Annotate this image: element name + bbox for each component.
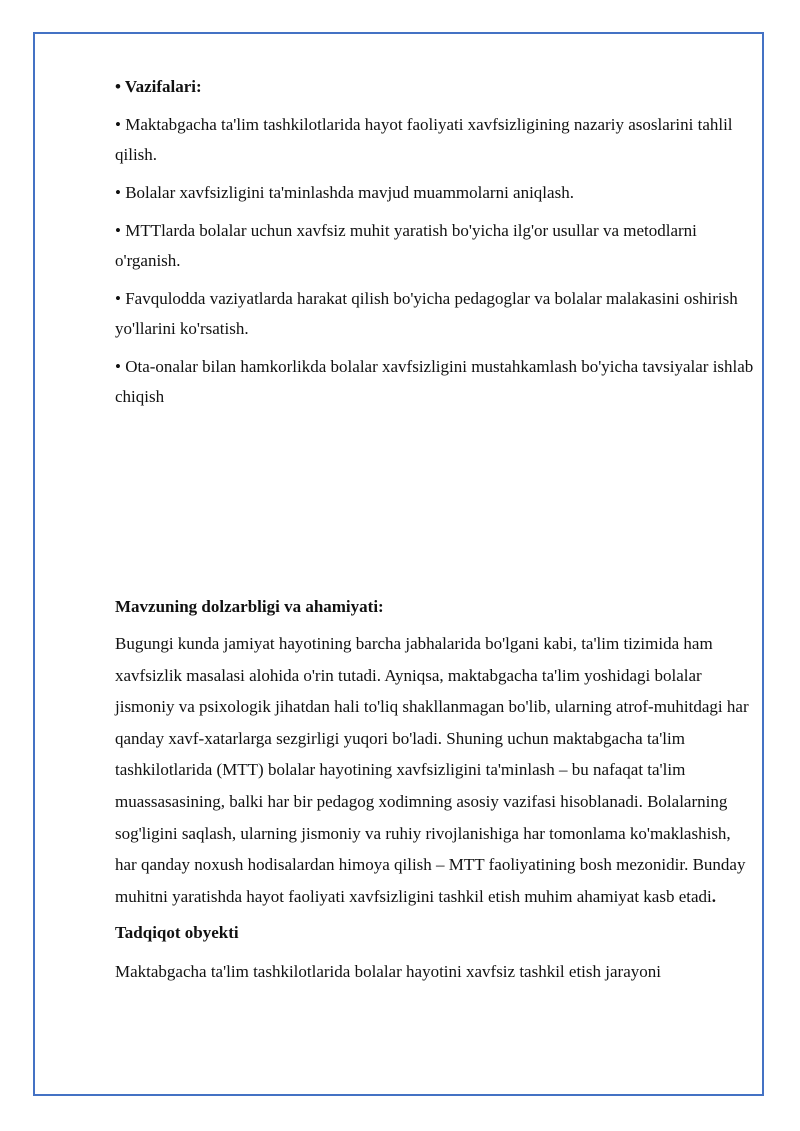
task-item-4: • Favqulodda vaziyatlarda harakat qilish bo'yicha pedagoglar va bolalar malakasini oshirish yo'llarini ko'rsatish. — [115, 289, 738, 338]
relevance-heading: Mavzuning dolzarbligi va ahamiyati: — [115, 597, 384, 616]
relevance-body — [115, 628, 755, 912]
research-object-heading: Tadqiqot obyekti — [115, 923, 239, 943]
task-item-5: • Ota-onalar bilan hamkorlikda bolalar xavfsizligini mustahkamlash bo'yicha tavsiyalar ishlab chiqish — [115, 357, 754, 406]
tasks-section — [115, 72, 755, 412]
task-item-3: • MTTlarda bolalar uchun xavfsiz muhit yaratish bo'yicha ilg'or usullar va metodlarni o'rganish. — [115, 221, 697, 270]
relevance-body-text: Bugungi kunda jamiyat hayotining barcha jabhalarida bo'lgani kabi, ta'lim tizimida ham xavfsizlik masalasi alohida o'rin tutadi. Ayniqsa, maktabgacha ta'lim yoshidagi bolalar jismoniy va psixologik jihatdan hali to'liq shakllanmagan bo'lib, ularning atrof-muhitdagi har qanday xavf-xatarlarga sezgirligi yuqori bo'ladi. Shuning uchun maktabgacha ta'lim tashkilotlarida (MTT) bolalar hayotining xavfsizligini ta'minlash – bu nafaqat ta'lim muassasasining, balki har bir pedagog xodimning asosiy vazifasi hisoblanadi. Bolalarning sog'ligini saqlash, ularning jismoniy va ruhiy rivojlanishiga har tomonlama ko'maklashish, har qanday noxush hodisalardan himoya qilish – MTT faoliyatining bosh mezonidir. Bunday muhitni yaratishda hayot faoliyati xavfsizligini tashkil etish muhim ahamiyat kasb etadi — [115, 634, 749, 906]
task-item-2: • Bolalar xavfsizligini ta'minlashda mavjud muammolarni aniqlash. — [115, 183, 574, 202]
tasks-heading: • Vazifalari: — [115, 77, 202, 96]
task-item-1: • Maktabgacha ta'lim tashkilotlarida hayot faoliyati xavfsizligining nazariy asoslarini tahlil qilish. — [115, 115, 733, 164]
relevance-section — [115, 592, 755, 988]
research-object-body: Maktabgacha ta'lim tashkilotlarida bolalar hayotini xavfsiz tashkil etish jarayoni — [115, 962, 661, 982]
relevance-body-end: . — [711, 886, 717, 906]
